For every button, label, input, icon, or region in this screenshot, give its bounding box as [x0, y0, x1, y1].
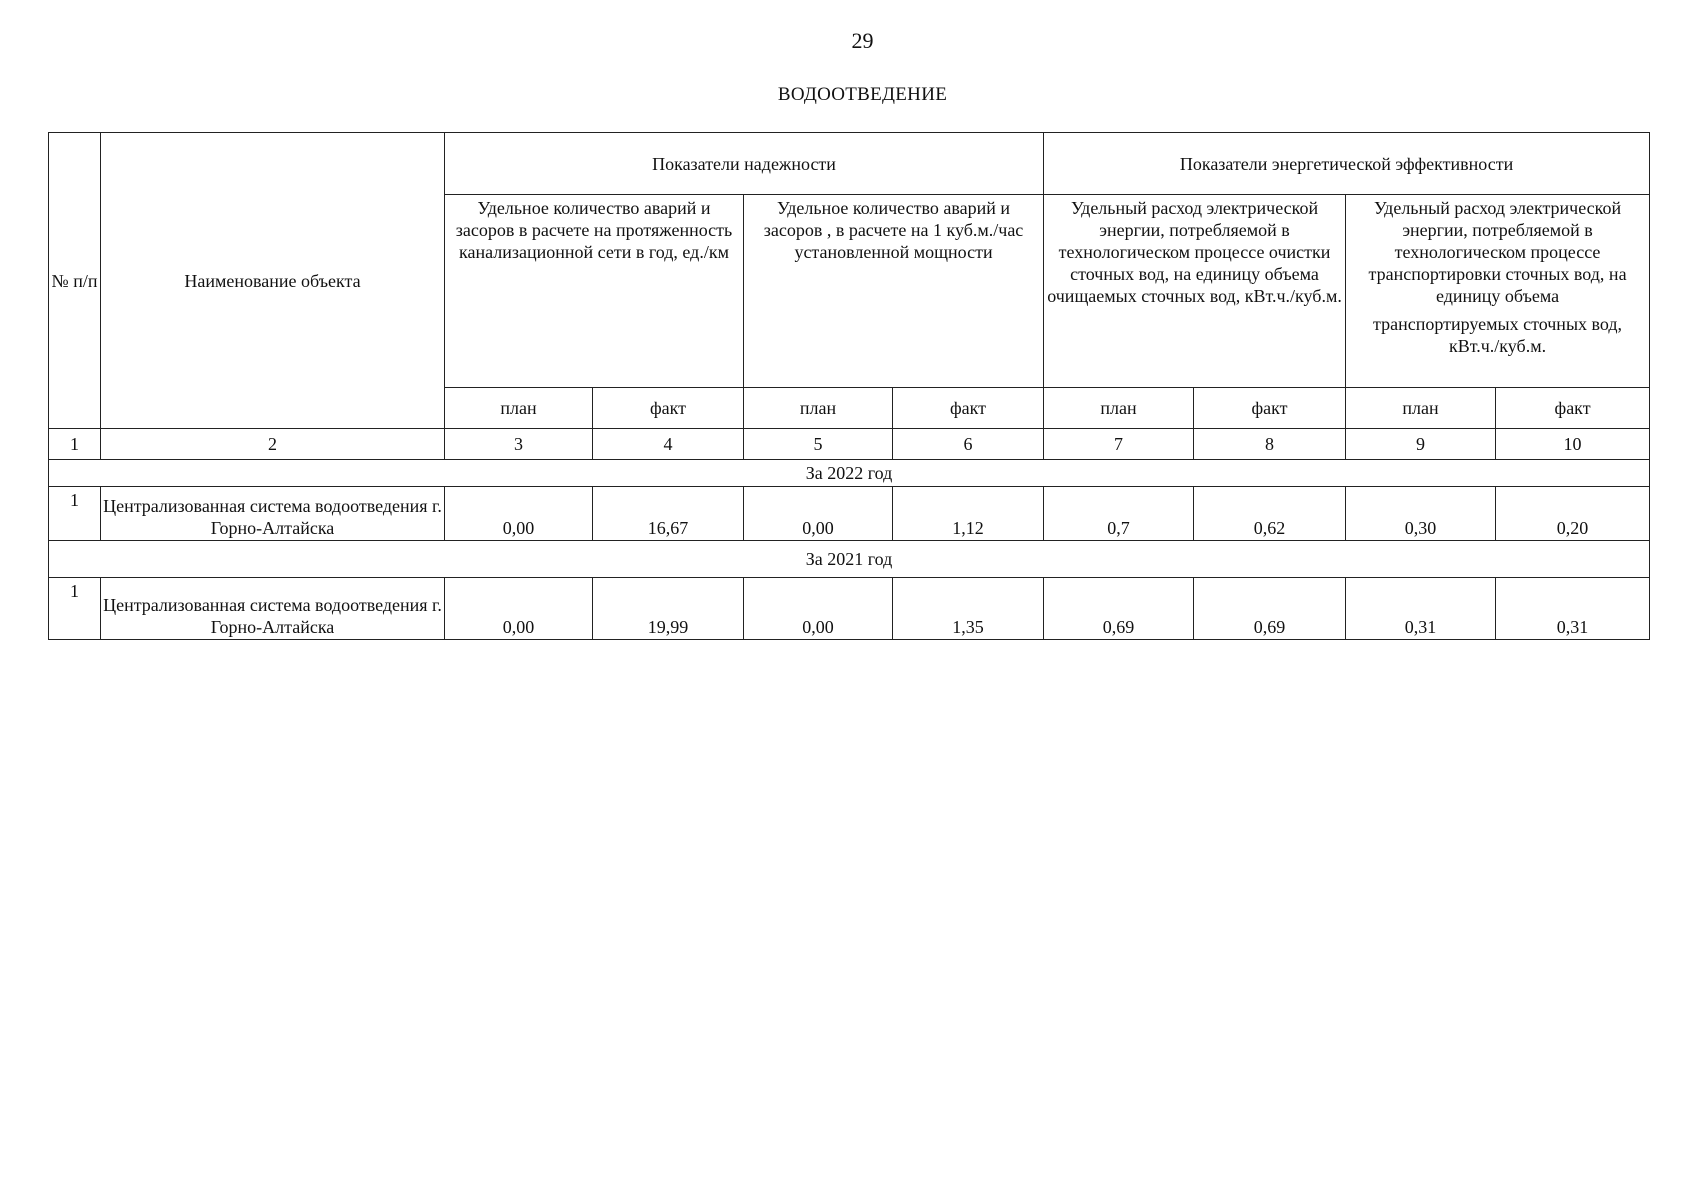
column-index: 4 — [593, 429, 744, 460]
column-index: 8 — [1194, 429, 1346, 460]
header-plan: план — [1346, 388, 1496, 429]
value-cell: 1,35 — [893, 578, 1044, 640]
value-cell: 19,99 — [593, 578, 744, 640]
header-indicator-accidents-per-capacity: Удельное количество аварий и засоров , в расчете на 1 куб.м./час установленной мощности — [744, 195, 1044, 388]
header-indicator-energy-transport — [1346, 195, 1650, 388]
header-fact: факт — [1194, 388, 1346, 429]
header-plan: план — [445, 388, 593, 429]
column-index: 9 — [1346, 429, 1496, 460]
header-fact: факт — [893, 388, 1044, 429]
column-index: 7 — [1044, 429, 1194, 460]
value-cell: 0,00 — [445, 578, 593, 640]
section-title-2021: За 2021 год — [49, 541, 1650, 578]
header-fact: факт — [1496, 388, 1650, 429]
value-cell: 0,69 — [1194, 578, 1346, 640]
section-title-2022: За 2022 год — [49, 460, 1650, 487]
table-row — [49, 487, 1650, 541]
table-row — [49, 578, 1650, 640]
row-number: 1 — [49, 487, 101, 541]
value-cell: 0,00 — [744, 487, 893, 541]
value-cell: 0,31 — [1346, 578, 1496, 640]
indicators-table — [48, 132, 1650, 640]
value-cell: 0,20 — [1496, 487, 1650, 541]
column-index: 3 — [445, 429, 593, 460]
value-cell: 0,31 — [1496, 578, 1650, 640]
page-number: 29 — [851, 28, 874, 53]
value-cell: 1,12 — [893, 487, 1044, 541]
value-cell: 0,69 — [1044, 578, 1194, 640]
header-col-number: № п/п — [49, 133, 101, 429]
header-plan: план — [744, 388, 893, 429]
value-cell: 0,00 — [744, 578, 893, 640]
header-indicator-energy-transport-line2: транспортируемых сточных вод, кВт.ч./куб.м. — [1373, 314, 1623, 356]
value-cell: 0,7 — [1044, 487, 1194, 541]
value-cell: 0,00 — [445, 487, 593, 541]
row-number: 1 — [49, 578, 101, 640]
header-fact: факт — [593, 388, 744, 429]
object-name: Централизованная система водоотведения г. Горно-Алтайска — [101, 578, 445, 640]
header-plan: план — [1044, 388, 1194, 429]
column-index: 6 — [893, 429, 1044, 460]
column-index: 10 — [1496, 429, 1650, 460]
header-indicator-energy-treatment: Удельный расход электрической энергии, потребляемой в технологическом процессе очистки сточных вод, на единицу объема очищаемых сточных вод, кВт.ч./куб.м. — [1044, 195, 1346, 388]
header-indicator-energy-transport-line1: Удельный расход электрической энергии, потребляемой в технологическом процессе транспортировки сточных вод, на единицу объема — [1368, 198, 1627, 306]
header-group-reliability: Показатели надежности — [445, 133, 1044, 195]
header-indicator-accidents-per-km: Удельное количество аварий и засоров в расчете на протяженность канализационной сети в год, ед./км — [445, 195, 744, 388]
value-cell: 0,30 — [1346, 487, 1496, 541]
value-cell: 16,67 — [593, 487, 744, 541]
header-group-energy: Показатели энергетической эффективности — [1044, 133, 1650, 195]
object-name: Централизованная система водоотведения г. Горно-Алтайска — [101, 487, 445, 541]
column-index: 1 — [49, 429, 101, 460]
header-col-name: Наименование объекта — [101, 133, 445, 429]
document-title: ВОДООТВЕДЕНИЕ — [777, 84, 948, 105]
column-index: 2 — [101, 429, 445, 460]
value-cell: 0,62 — [1194, 487, 1346, 541]
column-index: 5 — [744, 429, 893, 460]
